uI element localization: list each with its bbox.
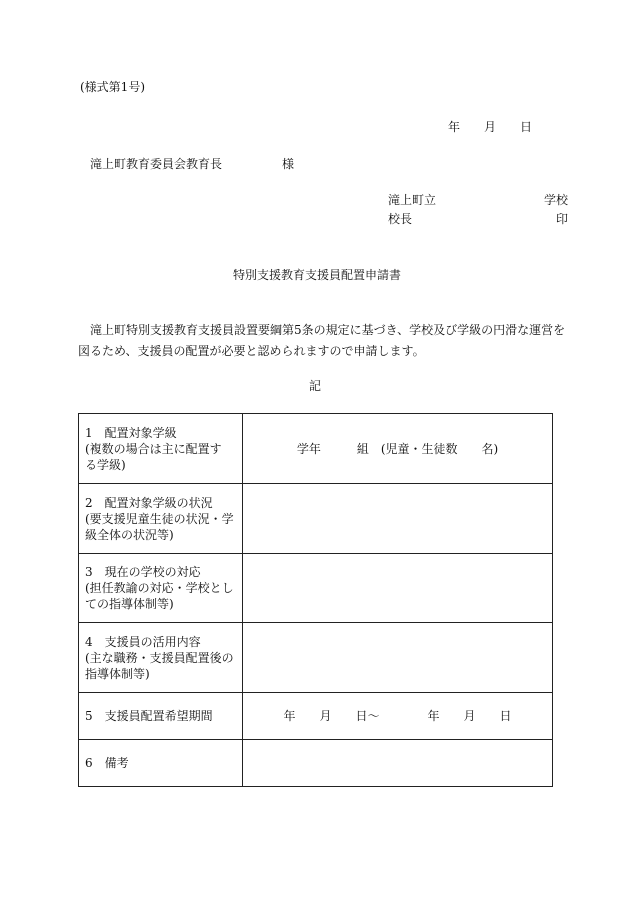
desired-period-field[interactable]: 年 月 日～ 年 月 日 [243,693,553,740]
table-row [79,740,553,787]
recipient: 滝上町教育委員会教育長 様 [90,157,295,171]
row-label [79,484,243,554]
row-label-note: 指導体制等) [85,666,150,681]
body-text-line-2: 図るため、支援員の配置が必要と認められますので申請します。 [78,344,425,358]
applicant-principal: 校長 印 [388,212,569,226]
row-label-note: 級全体の状況等) [85,527,174,542]
applicant-school: 滝上町立 学校 [388,193,569,207]
row-label-title: 6 備考 [85,756,129,770]
table-row [79,484,553,554]
row-label [79,554,243,623]
row-label-title: 5 支援員配置希望期間 [85,709,213,723]
table-row [79,554,553,623]
row-label-title: 1 配置対象学級 [85,425,177,440]
row-label-note: (複数の場合は主に配置す [85,441,222,456]
row-label-title: 3 現在の学校の対応 [85,565,201,579]
row-label-note: (要支援児童生徒の状況・学 [85,511,234,526]
row-label-note: る学級) [85,457,126,472]
application-date: 年 月 日 [448,120,533,134]
target-class-field[interactable]: 学年 組 (児童・生徒数 名) [243,414,553,484]
ki-heading: 記 [309,379,322,393]
table-row [79,693,553,740]
row-label-title: 2 配置対象学級の状況 [85,495,213,510]
row-label [79,693,243,740]
row-label-note: (担任教諭の対応・学校とし [85,581,234,595]
row-label-note: (主な職務・支援員配置後の [85,650,234,665]
row-label [79,740,243,787]
remarks-field[interactable] [243,740,553,787]
form-number: (様式第1号) [80,80,145,94]
application-table [78,413,553,787]
document-title: 特別支援教育支援員配置申請書 [233,268,402,282]
row-label-title: 4 支援員の活用内容 [85,634,201,649]
support-usage-field[interactable] [243,623,553,693]
row-label [79,414,243,484]
table-row [79,623,553,693]
body-text-line-1: 滝上町特別支援教育支援員設置要綱第5条の規定に基づき、学校及び学級の円滑な運営を [90,323,566,337]
row-label-note: ての指導体制等) [85,597,174,611]
table-row [79,414,553,484]
class-status-field[interactable] [243,484,553,554]
row-label [79,623,243,693]
school-response-field[interactable] [243,554,553,623]
